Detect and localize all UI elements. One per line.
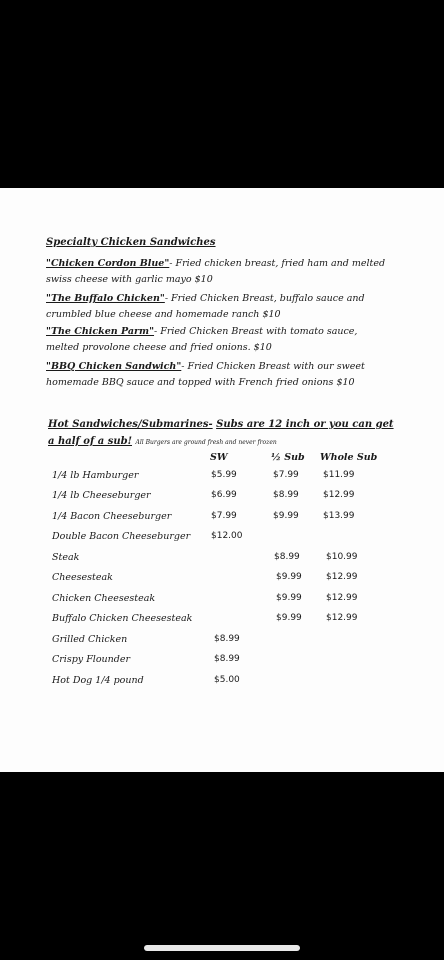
hot-sandwiches-title — [48, 416, 398, 451]
price-half-sub: $9.99 — [276, 572, 302, 582]
row-item-name: Crispy Flounder — [52, 654, 131, 665]
item-name: "The Buffalo Chicken" — [46, 293, 165, 304]
price-whole-sub: $13.99 — [323, 511, 355, 521]
item-desc: - Fried Chicken Breast, buffalo sauce and crumbled blue cheese and homemade ranch $10 — [46, 293, 365, 320]
price-half-sub: $8.99 — [274, 552, 300, 562]
table-row — [0, 675, 444, 691]
price-whole-sub: $10.99 — [326, 552, 358, 562]
price-whole-sub: $12.99 — [326, 572, 358, 582]
item-desc: - Fried Chicken Breast with our sweet homemade BBQ sauce and topped with French fried onions $10 — [46, 361, 365, 388]
price-sw: $5.99 — [211, 470, 237, 480]
col-half-sub: ½ Sub — [271, 452, 305, 463]
price-sw: $12.00 — [211, 531, 243, 541]
table-row — [0, 593, 444, 609]
table-row — [0, 490, 444, 506]
price-whole-sub: $12.99 — [323, 490, 355, 500]
item-name: "Chicken Cordon Blue" — [46, 258, 170, 269]
col-sw: SW — [210, 452, 228, 463]
price-whole-sub: $12.99 — [326, 613, 358, 623]
price-whole-sub: $11.99 — [323, 470, 355, 480]
price-sw: $6.99 — [211, 490, 237, 500]
menu-page — [0, 188, 444, 772]
row-item-name: Buffalo Chicken Cheesesteak — [52, 613, 193, 624]
row-item-name: 1/4 lb Cheeseburger — [52, 490, 151, 501]
price-half-sub: $7.99 — [273, 470, 299, 480]
hot-title: Hot Sandwiches/Submarines- — [48, 419, 213, 430]
row-item-name: Chicken Cheesesteak — [52, 593, 156, 604]
table-row — [0, 654, 444, 670]
row-item-name: Hot Dog 1/4 pound — [52, 675, 144, 686]
price-whole-sub: $12.99 — [326, 593, 358, 603]
item-name: "The Chicken Parm" — [46, 326, 155, 337]
table-row — [0, 634, 444, 650]
table-row — [0, 470, 444, 486]
hot-note: All Burgers are ground fresh and never frozen — [135, 439, 277, 446]
specialty-item — [46, 359, 391, 391]
item-desc: - Fried chicken breast, fried ham and melted swiss cheese with garlic mayo $10 — [46, 258, 386, 285]
row-item-name: Cheesesteak — [52, 572, 113, 583]
item-desc: - Fried Chicken Breast with tomato sauce, melted provolone cheese and fried onions. $10 — [46, 326, 358, 353]
price-half-sub: $9.99 — [276, 593, 302, 603]
table-row — [0, 531, 444, 547]
row-item-name: 1/4 lb Hamburger — [52, 470, 139, 481]
price-sw: $8.99 — [214, 654, 240, 664]
specialty-item — [46, 256, 391, 288]
row-item-name: Grilled Chicken — [52, 634, 128, 645]
table-row — [0, 613, 444, 629]
specialty-item — [46, 291, 391, 323]
specialty-item — [46, 324, 391, 356]
price-half-sub: $9.99 — [273, 511, 299, 521]
price-sw: $8.99 — [214, 634, 240, 644]
row-item-name: Steak — [52, 552, 80, 563]
price-half-sub: $9.99 — [276, 613, 302, 623]
item-name: "BBQ Chicken Sandwich" — [46, 361, 182, 372]
row-item-name: Double Bacon Cheeseburger — [52, 531, 191, 542]
table-row — [0, 511, 444, 527]
price-sw: $5.00 — [214, 675, 240, 685]
price-sw: $7.99 — [211, 511, 237, 521]
specialty-title: Specialty Chicken Sandwiches — [46, 237, 216, 248]
hot-subtitle: Subs are 12 inch or you can get a half of a sub! — [48, 419, 394, 447]
price-half-sub: $8.99 — [273, 490, 299, 500]
row-item-name: 1/4 Bacon Cheeseburger — [52, 511, 172, 522]
table-row — [0, 552, 444, 568]
table-row — [0, 572, 444, 588]
home-indicator[interactable] — [144, 945, 300, 951]
col-whole-sub: Whole Sub — [320, 452, 378, 463]
